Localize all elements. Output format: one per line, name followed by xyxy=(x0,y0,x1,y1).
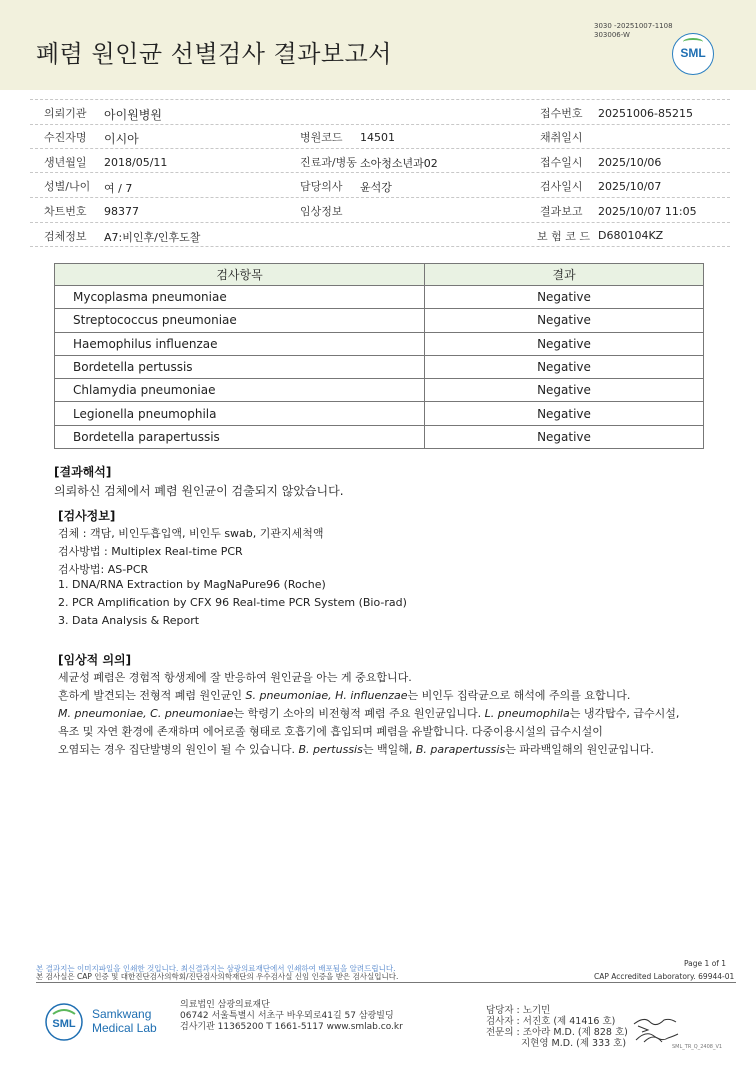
cap-accreditation: CAP Accredited Laboratory. 69944-01 xyxy=(594,972,735,981)
report-code-line1: 3030 -20251007-1108 xyxy=(594,22,673,30)
report-code xyxy=(594,22,673,40)
address-line3: 검사기관 11365200 T 1661-5117 www.smlab.co.kr xyxy=(180,1022,403,1032)
clinical-line4: 욕조 및 자연 환경에 존재하며 에어로졸 형태로 호흡기에 흡입되며 폐렴을 유발합니다. 다중이용시설의 급수시설이 xyxy=(58,725,603,738)
test-info-line: 검사방법: AS-PCR xyxy=(58,563,149,576)
chart-no-value: 98377 xyxy=(104,205,139,218)
test-item: Mycoplasma pneumoniae xyxy=(55,286,425,309)
report-code-line2: 303006-W xyxy=(594,31,630,39)
doctor-label: 담당의사 xyxy=(300,180,343,193)
clinical-line1: 세균성 폐렴은 경험적 항생제에 잘 반응하여 원인균을 아는 게 중요합니다. xyxy=(58,671,412,684)
patient-label: 수진자명 xyxy=(44,131,87,144)
test-result: Negative xyxy=(425,309,704,332)
test-info-heading: [검사정보] xyxy=(58,509,116,523)
column-header-result: 결과 xyxy=(425,264,704,286)
table-row xyxy=(55,332,704,355)
divider xyxy=(30,246,730,247)
sex-age-label: 성별/나이 xyxy=(44,180,91,193)
receipt-no-label: 접수번호 xyxy=(540,107,583,120)
clinical-heading: [임상적 의의] xyxy=(58,653,132,667)
test-date-label: 검사일시 xyxy=(540,180,583,193)
address-line2: 06742 서울특별시 서초구 바우뫼로41길 57 삼광빌딩 xyxy=(180,1011,394,1021)
birth-label: 생년월일 xyxy=(44,156,87,169)
chart-no-label: 차트번호 xyxy=(44,205,87,218)
specimen-label: 검체정보 xyxy=(44,230,87,243)
receipt-date-value: 2025/10/06 xyxy=(598,156,662,169)
test-result: Negative xyxy=(425,425,704,448)
clinical-line5: 오염되는 경우 집단발병의 원인이 될 수 있습니다. B. pertussis는 백일해, B. parapertussis는 파라백일해의 원인균입니다. xyxy=(58,743,654,756)
test-result: Negative xyxy=(425,402,704,425)
test-info-line: 검사방법 : Multiplex Real-time PCR xyxy=(58,545,243,558)
institution-label: 의뢰기관 xyxy=(44,107,87,120)
insurance-value: D680104KZ xyxy=(598,229,664,242)
clinical-line2: 흔하게 발견되는 전형적 폐렴 원인균인 S. pneumoniae, H. influenzae는 비인두 집락균으로 해석에 주의를 요합니다. xyxy=(58,689,631,702)
test-date-value: 2025/10/07 xyxy=(598,180,662,193)
divider xyxy=(30,99,730,100)
divider xyxy=(30,148,730,149)
insurance-label: 보 험 코 드 xyxy=(537,230,590,243)
doctor-value: 윤석강 xyxy=(360,181,392,194)
test-result: Negative xyxy=(425,379,704,402)
page-number: Page 1 of 1 xyxy=(684,959,727,968)
specimen-value: A7:비인후/인후도찰 xyxy=(104,231,201,244)
sml-logo-text: SML xyxy=(52,1018,76,1030)
hospital-code-label: 병원코드 xyxy=(300,131,343,144)
report-date-value: 2025/10/07 11:05 xyxy=(598,205,697,218)
print-warning: 본 결과지는 이미지파일을 인쇄한 것입니다. 최신결과지는 삼광의료재단에서 인쇄하여 배포됨을 알려드립니다. xyxy=(36,964,396,973)
sml-logo-header xyxy=(672,33,714,75)
test-info-line: 검체 : 객담, 비인두흡입액, 비인두 swab, 기관지세척액 xyxy=(58,527,324,540)
interpretation-text: 의뢰하신 검체에서 폐렴 원인균이 검출되지 않았습니다. xyxy=(54,484,344,498)
results-header-row xyxy=(55,264,704,286)
table-row xyxy=(55,379,704,402)
institution-value: 아이원병원 xyxy=(104,108,162,122)
test-result: Negative xyxy=(425,332,704,355)
column-header-item: 검사항목 xyxy=(55,264,425,286)
patient-value: 이시아 xyxy=(104,132,139,146)
collection-date-label: 채취일시 xyxy=(540,131,583,144)
test-item: Streptococcus pneumoniae xyxy=(55,309,425,332)
footer-divider xyxy=(36,982,736,983)
test-result: Negative xyxy=(425,355,704,378)
report-title: 폐렴 원인균 선별검사 결과보고서 xyxy=(36,40,392,68)
sex-age-value: 여 / 7 xyxy=(104,182,133,195)
document-code: SML_TR_Q_2408_V1 xyxy=(672,1044,723,1050)
table-row xyxy=(55,425,704,448)
table-row xyxy=(55,402,704,425)
dept-value: 소아청소년과02 xyxy=(360,157,438,170)
staff-line2: 검사자 : 서진호 (제 41416 호) xyxy=(486,1016,616,1027)
test-item: Legionella pneumophila xyxy=(55,402,425,425)
staff-line1: 담당자 : 노기민 xyxy=(486,1005,551,1016)
test-item: Bordetella pertussis xyxy=(55,355,425,378)
signature-icon xyxy=(630,1012,680,1046)
clinical-line3: M. pneumoniae, C. pneumoniae는 학령기 소아의 비전형적 폐렴 주요 원인균입니다. L. pneumophila는 냉각탑수, 급수시설, xyxy=(58,707,680,720)
test-info-line: 1. DNA/RNA Extraction by MagNaPure96 (Roche) xyxy=(58,578,326,591)
divider xyxy=(30,124,730,125)
test-item: Haemophilus influenzae xyxy=(55,332,425,355)
logo-arc-icon xyxy=(683,38,703,46)
divider xyxy=(30,197,730,198)
birth-value: 2018/05/11 xyxy=(104,156,168,169)
report-date-label: 결과보고 xyxy=(540,205,583,218)
certification-note: 본 검사실은 CAP 인증 및 대한진단검사의학회/진단검사의학재단의 우수검사실 신임 인증을 받은 검사실입니다. xyxy=(36,972,399,981)
org-name-line2: Medical Lab xyxy=(92,1021,157,1035)
test-item: Chlamydia pneumoniae xyxy=(55,379,425,402)
dept-label: 진료과/병동 xyxy=(300,156,357,169)
table-row xyxy=(55,309,704,332)
staff-line3: 전문의 : 조아라 M.D. (제 828 호) xyxy=(486,1027,628,1038)
receipt-date-label: 접수일시 xyxy=(540,156,583,169)
staff-line4: 지현영 M.D. (제 333 호) xyxy=(521,1038,627,1049)
org-name-line1: Samkwang xyxy=(92,1007,152,1021)
test-info-line: 3. Data Analysis & Report xyxy=(58,614,200,627)
test-item: Bordetella parapertussis xyxy=(55,425,425,448)
divider xyxy=(30,222,730,223)
sml-logo-icon xyxy=(44,1002,84,1042)
clinical-label: 임상정보 xyxy=(300,205,343,218)
table-row xyxy=(55,286,704,309)
test-result: Negative xyxy=(425,286,704,309)
logo-text: SML xyxy=(680,46,706,60)
table-row xyxy=(55,355,704,378)
hospital-code-value: 14501 xyxy=(360,131,395,144)
results-table xyxy=(54,263,704,449)
org-name xyxy=(92,1007,157,1035)
test-info-line: 2. PCR Amplification by CFX 96 Real-time PCR System (Bio-rad) xyxy=(58,596,407,609)
interpretation-heading: [결과해석] xyxy=(54,465,112,479)
receipt-no-value: 20251006-85215 xyxy=(598,107,693,120)
divider xyxy=(30,172,730,173)
address-line1: 의료법인 삼광의료재단 xyxy=(180,1000,270,1010)
